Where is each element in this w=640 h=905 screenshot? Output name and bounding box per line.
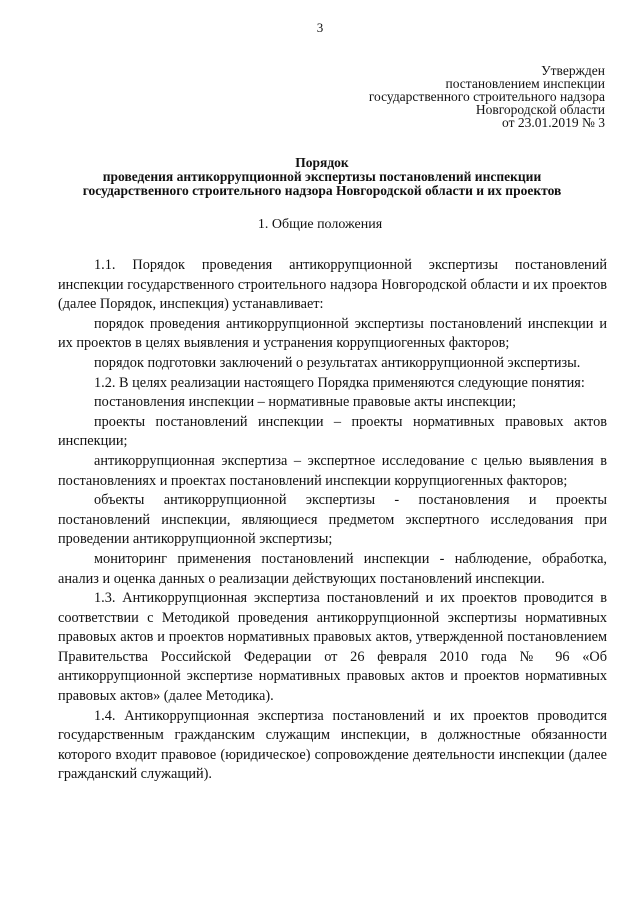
approval-stamp: [369, 64, 605, 129]
paragraph: проекты постановлений инспекции – проекты нормативных правовых актов инспекции;: [58, 413, 607, 450]
paragraph: 1.2. В целях реализации настоящего Порядка применяются следующие понятия:: [94, 374, 585, 391]
paragraph: мониторинг применения постановлений инспекции - наблюдение, обработка, анализ и оценка данных о реализации действующих постановлений инспекции.: [58, 550, 607, 587]
approval-line: постановлением инспекции: [445, 76, 605, 91]
approval-line: от 23.01.2019 № 3: [502, 115, 605, 130]
approval-line: государственного строительного надзора: [368, 89, 605, 104]
page-number: 3: [316, 20, 324, 35]
approval-line: Утвержден: [541, 63, 605, 78]
title-line: Порядок: [295, 155, 349, 170]
document-body: [58, 256, 607, 785]
paragraph: антикоррупционная экспертиза – экспертное исследование с целью выявления в постановлениях и проектах постановлений инспекции коррупциогенных факторов;: [58, 452, 607, 489]
paragraph: порядок проведения антикоррупционной экспертизы постановлений инспекции и их проектов в целях выявления и устранения коррупциогенных факторов;: [58, 315, 607, 352]
document-title: [38, 156, 606, 198]
title-line: государственного строительного надзора Новгородской области и их проектов: [82, 183, 562, 198]
approval-line: Новгородской области: [475, 102, 605, 117]
paragraph: порядок подготовки заключений о результатах антикоррупционной экспертизы.: [94, 354, 581, 371]
paragraph: 1.4. Антикоррупционная экспертиза постановлений и их проектов проводится государственным гражданским служащим инспекции, в должностные обязанности которого входит правовое (юридическое) сопровождение деятельности инспекции (далее гражданский служащий).: [58, 707, 607, 783]
paragraph: постановления инспекции – нормативные правовые акты инспекции;: [94, 394, 517, 411]
paragraph: 1.1. Порядок проведения антикоррупционной экспертизы постановлений инспекции государственного строительного надзора Новгородской области и их проектов (далее Порядок, инспекция) устанавливает:: [58, 257, 607, 313]
section-heading: 1. Общие положения: [257, 217, 383, 232]
paragraph: 1.3. Антикоррупционная экспертиза постановлений и их проектов проводится в соответствии с Методикой проведения антикоррупционной экспертизы нормативных правовых актов и проектов нормативных правовых актов, утвержденной постановлением Правительства Российской Федерации от 26 февраля 2010 года № 96 «Об антикоррупционной экспертизе нормативных правовых актов и проектов нормативных правовых актов» (далее Методика).: [58, 590, 607, 705]
title-line: проведения антикоррупционной экспертизы постановлений инспекции: [102, 169, 542, 184]
paragraph: объекты антикоррупционной экспертизы - постановления и проекты постановлений инспекции, являющиеся предметом экспертного исследования при проведении антикоррупционной экспертизы;: [58, 492, 607, 548]
